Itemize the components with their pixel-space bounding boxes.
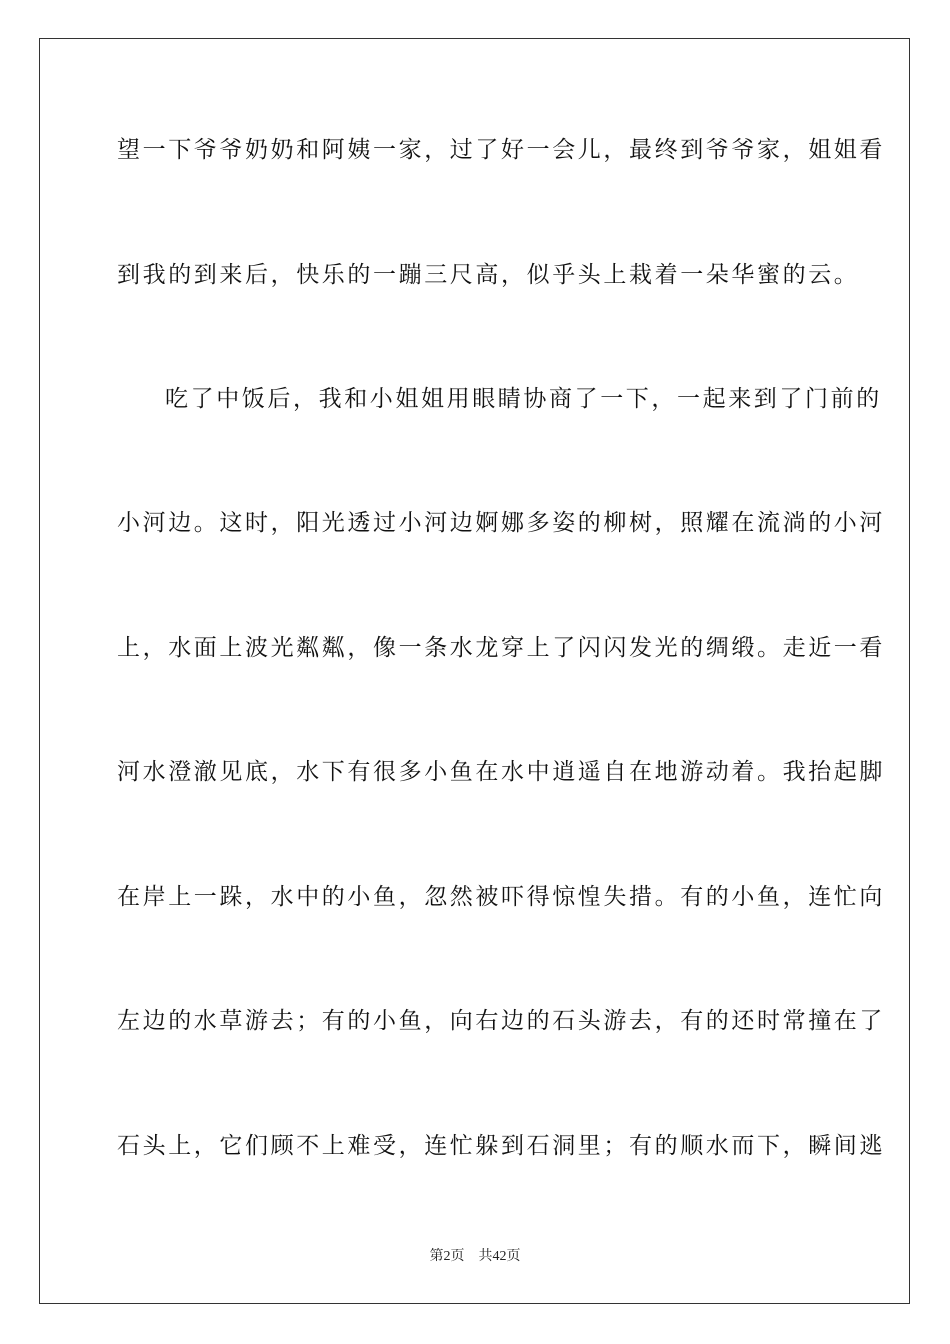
page-footer: [0, 1248, 950, 1266]
body-text-line: 上，水面上波光粼粼，像一条水龙穿上了闪闪发光的绸缎。走近一看: [117, 635, 885, 661]
body-text-line: 小河边。这时，阳光透过小河边婀娜多姿的柳树，照耀在流淌的小河: [117, 510, 885, 536]
body-text-line: 在岸上一跺，水中的小鱼，忽然被吓得惊惶失措。有的小鱼，连忙向: [117, 884, 885, 910]
body-text-line: 左边的水草游去；有的小鱼，向右边的石头游去，有的还时常撞在了: [117, 1008, 885, 1034]
page-border: [39, 38, 910, 1304]
body-text-line: 河水澄澈见底，水下有很多小鱼在水中逍遥自在地游动着。我抬起脚: [117, 759, 885, 785]
page-total: 共42页: [478, 1249, 521, 1264]
body-text-line: 石头上，它们顾不上难受，连忙躲到石洞里；有的顺水而下，瞬间逃: [117, 1133, 885, 1159]
body-text-line: 到我的到来后，快乐的一蹦三尺高，似乎头上栽着一朵华蜜的云。: [117, 262, 860, 288]
page-number: 第2页: [429, 1249, 465, 1264]
body-text-line: 望一下爷爷奶奶和阿姨一家，过了好一会儿，最终到爷爷家，姐姐看: [117, 137, 885, 163]
body-text-line: 吃了中饭后，我和小姐姐用眼睛协商了一下，一起来到了门前的: [165, 386, 882, 412]
